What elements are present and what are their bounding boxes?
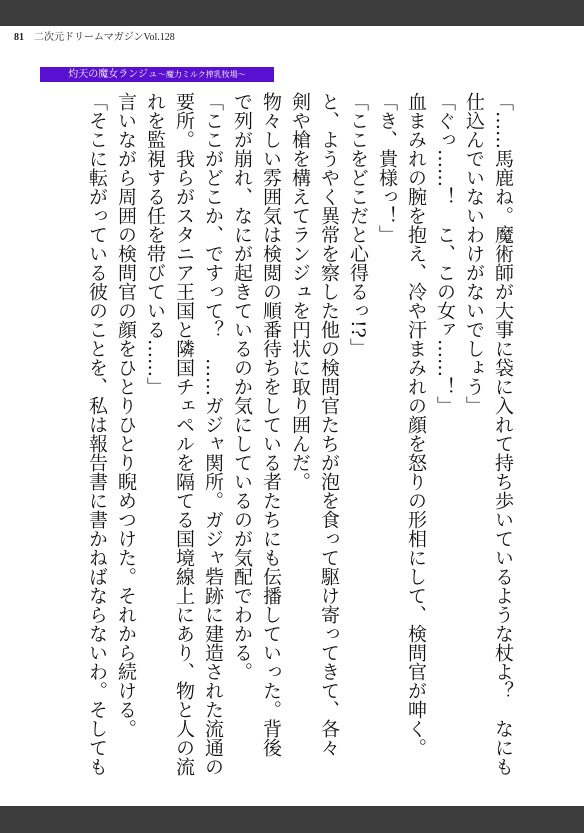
text-line: 剣や槍を構えてランジュを円状に取り囲んだ。	[289, 92, 311, 491]
chapter-subtitle: 〜魔力ミルク搾乳牧場〜	[157, 70, 246, 79]
viewer-bottom-bar	[0, 806, 584, 833]
text-line: と、ようやく異常を察した他の検問官たちが泡を食って駆け寄ってきて、各々	[318, 92, 340, 757]
text-line: で列が崩れ、なにが起きているのか気にしているのが気配でわかる。	[231, 92, 253, 681]
running-header	[14, 28, 175, 43]
chapter-title-banner	[40, 67, 274, 82]
viewer-top-bar	[0, 0, 584, 26]
text-line: 「……馬鹿ね。魔術師が大事に袋に入れて持ち歩いているような杖よ？ なにも	[492, 92, 514, 776]
text-line: 「き、貴様っ！」	[376, 92, 398, 244]
page-number: 81	[14, 32, 24, 43]
text-line: 言いながら周囲の検問官の顔をひとりひとり睨めつけた。それから続ける。	[115, 92, 137, 738]
text-line: 物々しい雰囲気は検閲の順番待ちをしている者たちにも伝播していった。背後	[260, 92, 282, 757]
text-line: れを監視する任を帯びている……」	[144, 92, 166, 396]
magazine-title: 二次元ドリームマガジンVol.128	[34, 32, 175, 43]
text-line: 「ここがどこか、ですって？ ……ガジャ関所。ガジャ砦跡に建造された流通の	[202, 92, 224, 776]
text-line: 「ぐっ……！ こ、この女ァ……！」	[434, 92, 456, 415]
text-line: 仕込んでいないわけがないでしょう」	[463, 92, 485, 415]
text-line: 「そこに転がっている彼のことを、私は報告書に書かねばならないわ。そしても	[86, 92, 108, 776]
chapter-title: 灼天の魔女ランジュ	[68, 69, 158, 80]
vertical-text-body	[82, 92, 514, 776]
text-line: 要所。我らがスタニア王国と隣国チェペルを隔てる国境線上にあり、物と人の流	[173, 92, 195, 776]
text-line: 血まみれの腕を抱え、冷や汗まみれの顔を怒りの形相にして、検問官が呻く。	[405, 92, 427, 757]
text-line: 「ここをどこだと心得るっ!?」	[347, 92, 369, 357]
